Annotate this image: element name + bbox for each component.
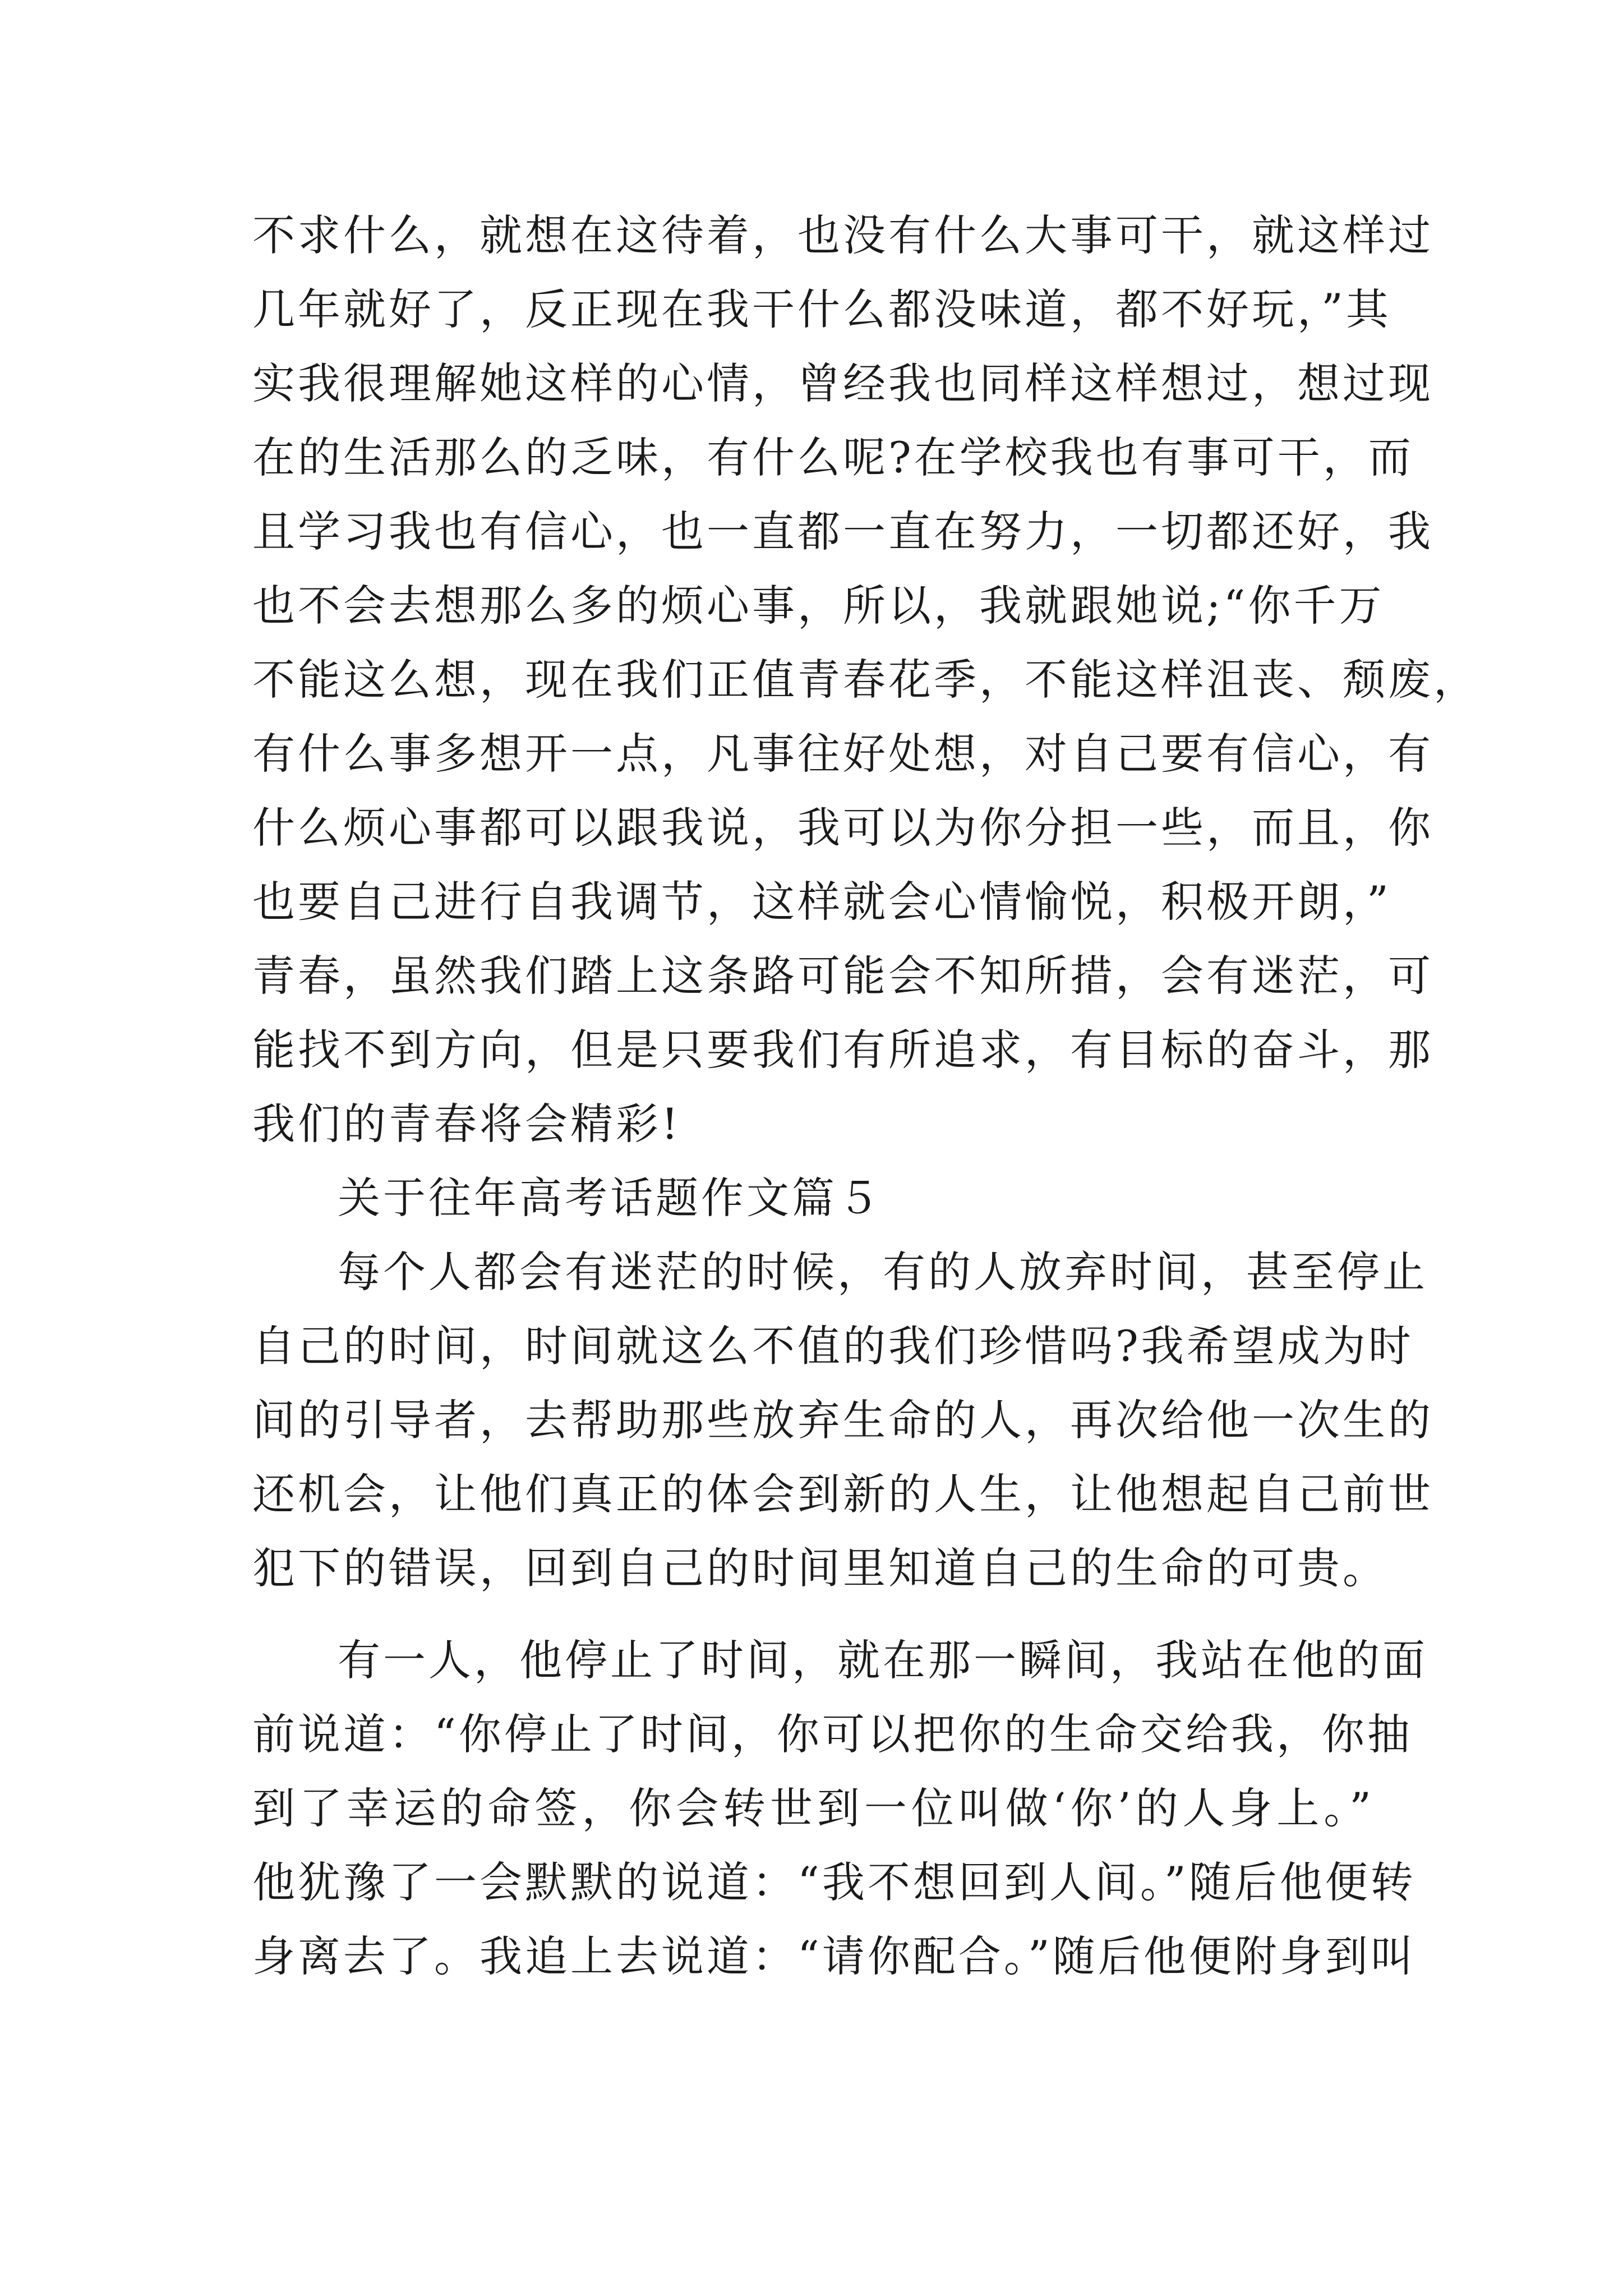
text-line: 且学习我也有信心，也一直都一直在努力，一切都还好，我 — [252, 507, 1433, 556]
text-line: 也要自己进行自我调节，这样就会心情愉悦，积极开朗，” — [252, 877, 1391, 927]
text-line: 不能这么想，现在我们正值青春花季，不能这样沮丧、颓废， — [252, 655, 1479, 705]
text-line: 身离去了。我追上去说道：“请你配合。”随后他便附身到叫 — [252, 1931, 1416, 1981]
text-line: 还机会，让他们真正的体会到新的人生，让他想起自己前世 — [252, 1469, 1433, 1519]
section-heading: 关于往年高考话题作文篇５ — [338, 1173, 883, 1223]
text-line: 能找不到方向，但是只要我们有所追求，有目标的奋斗，那 — [252, 1025, 1433, 1075]
text-line: 什么烦心事都可以跟我说，我可以为你分担一些，而且，你 — [252, 803, 1433, 853]
text-line: 青春，虽然我们踏上这条路可能会不知所措，会有迷茫，可 — [252, 951, 1433, 1001]
text-line: 到了幸运的命签，你会转世到一位叫做‘你’的人身上。” — [252, 1783, 1374, 1833]
text-line: 前说道：“你停止了时间，你可以把你的生命交给我，你抽 — [252, 1709, 1413, 1759]
text-line: 有什么事多想开一点，凡事往好处想，对自己要有信心，有 — [252, 729, 1433, 779]
text-line: 也不会去想那么多的烦心事，所以，我就跟她说;“你千万 — [252, 581, 1385, 631]
text-line: 不求什么，就想在这待着，也没有什么大事可干，就这样过 — [252, 210, 1433, 260]
text-line: 犯下的错误，回到自己的时间里知道自己的生命的可贵。 — [252, 1543, 1388, 1593]
text-line: 我们的青春将会精彩! — [252, 1099, 681, 1149]
text-line: 他犹豫了一会默默的说道：“我不想回到人间。”随后他便转 — [252, 1857, 1416, 1907]
paragraph-first-line: 每个人都会有迷茫的时候，有的人放弃时间，甚至停止 — [338, 1247, 1428, 1297]
text-line: 间的引导者，去帮助那些放弃生命的人，再次给他一次生的 — [252, 1395, 1433, 1445]
text-line: 自己的时间，时间就这么不值的我们珍惜吗?我希望成为时 — [252, 1321, 1414, 1371]
text-line: 实我很理解她这样的心情，曾经我也同样这样想过，想过现 — [252, 358, 1433, 408]
text-line: 几年就好了，反正现在我干什么都没味道，都不好玩，”其 — [252, 284, 1391, 334]
text-line: 在的生活那么的乏味，有什么呢?在学校我也有事可干，而 — [252, 432, 1414, 482]
paragraph-first-line: 有一人，他停止了时间，就在那一瞬间，我站在他的面 — [338, 1635, 1428, 1685]
